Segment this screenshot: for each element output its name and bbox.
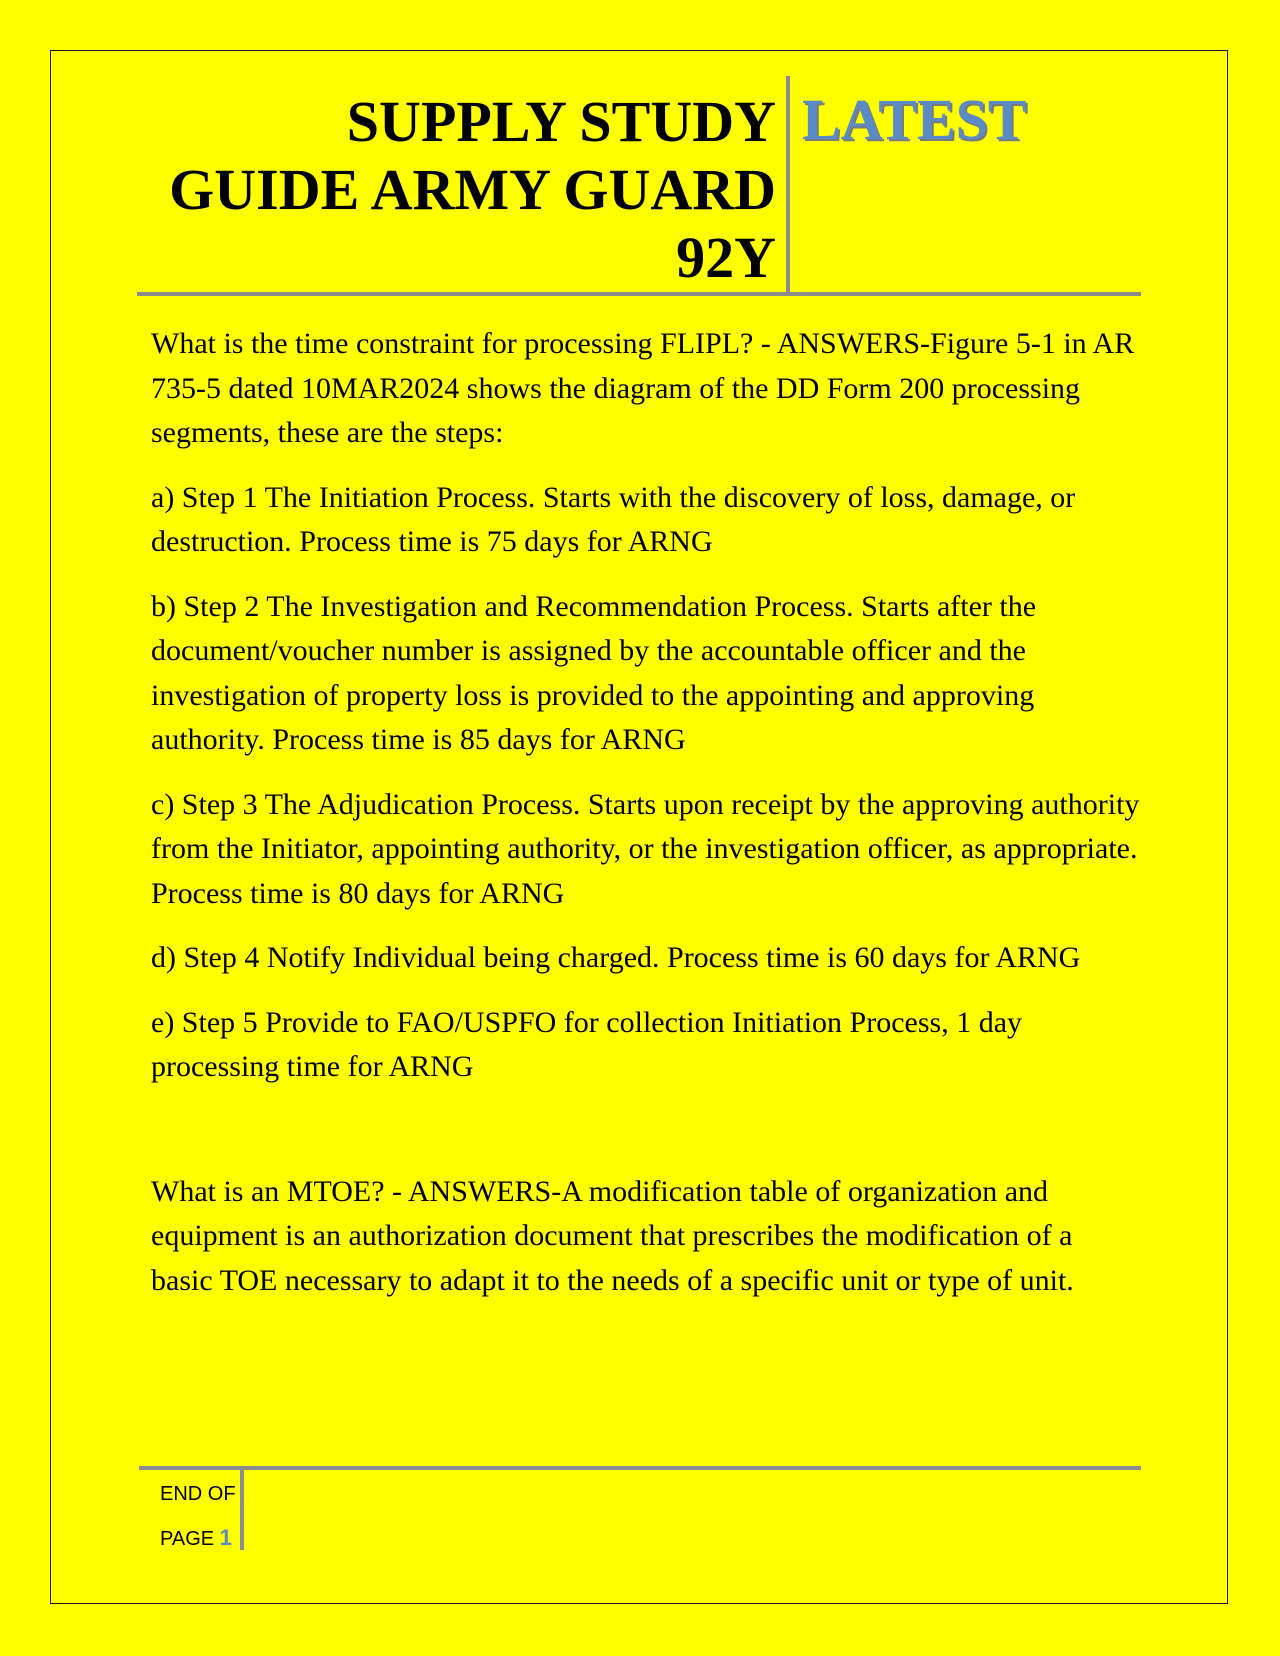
question-mtoe: What is an MTOE? - ANSWERS-A modification table of organization and equipment is an authorization document that prescribes the modification of a basic TOE necessary to adapt it to the needs of a specific unit or type of unit. [151, 1174, 1074, 1297]
footer-page-label: PAGE [160, 1528, 215, 1550]
title-line-3: 92Y [676, 225, 776, 290]
footer-page-line [160, 1516, 236, 1561]
page-number: 1 [219, 1525, 232, 1550]
title-line-1: SUPPLY STUDY [346, 89, 776, 154]
footer-rule [139, 1466, 1141, 1470]
step-4: d) Step 4 Notify Individual being charged. Process time is 60 days for ARNG [151, 941, 1081, 974]
step-1: a) Step 1 The Initiation Process. Starts with the discovery of loss, damage, or destruction. Process time is 75 days for ARNG [151, 480, 1076, 558]
latest-badge: LATEST [802, 87, 1027, 152]
document-body [151, 322, 1141, 1323]
document-title [120, 88, 776, 292]
footer-end-of: END OF [160, 1483, 236, 1505]
step-5: e) Step 5 Provide to FAO/USPFO for collection Initiation Process, 1 day processing time for ARNG [151, 1005, 1023, 1083]
step-2: b) Step 2 The Investigation and Recommendation Process. Starts after the document/voucher number is assigned by the accountable officer and the investigation of property loss is provided to the appointing and approving authority. Process time is 85 days for ARNG [151, 589, 1037, 756]
step-3: c) Step 3 The Adjudication Process. Starts upon receipt by the approving authority from the Initiator, appointing authority, or the investigation officer, as appropriate. Process time is 80 days for ARNG [151, 787, 1140, 910]
title-line-2: GUIDE ARMY GUARD [169, 157, 776, 222]
question-flipl: What is the time constraint for processing FLIPL? - ANSWERS-Figure 5-1 in AR 735-5 dated 10MAR2024 shows the diagram of the DD Form 200 processing segments, these are the steps: [151, 327, 1135, 449]
title-divider [786, 76, 790, 292]
header-rule [137, 292, 1141, 296]
footer-divider [240, 1470, 244, 1550]
page-footer [160, 1472, 236, 1561]
